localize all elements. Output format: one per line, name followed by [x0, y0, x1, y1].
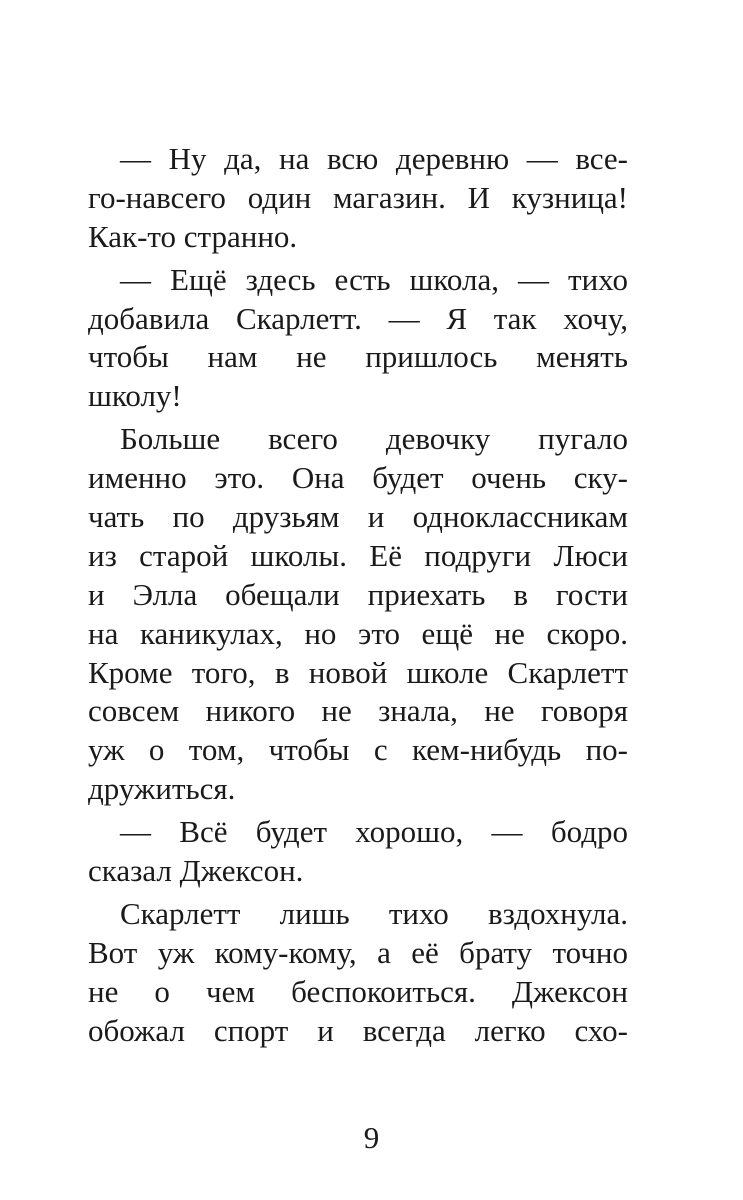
- text-line: Вот уж кому-кому, а её брату точно: [88, 934, 628, 970]
- paragraph: [88, 261, 628, 417]
- paragraph: [88, 895, 628, 1051]
- text-line: из старой школы. Её подруги Люси: [88, 537, 628, 573]
- text-line: Больше всего девочку пугало: [120, 421, 628, 457]
- text-line: — Всё будет хорошо, — бодро: [120, 814, 628, 850]
- paragraph: [88, 420, 628, 809]
- text-line: Как-то странно.: [88, 218, 298, 254]
- text-line: — Ещё здесь есть школа, — тихо: [120, 261, 628, 297]
- paragraph: [88, 813, 628, 891]
- text-line: Кроме того, в новой школе Скарлетт: [88, 654, 628, 690]
- text-line: — Ну да, на всю деревню — все-: [120, 141, 628, 176]
- text-line: не о чем беспокоиться. Джексон: [88, 973, 628, 1009]
- text-line: чать по друзьям и одноклассникам: [88, 499, 628, 535]
- text-line: уж о том, чтобы с кем-нибудь по-: [88, 732, 628, 768]
- text-line: Скарлетт лишь тихо вздохнула.: [120, 895, 628, 931]
- text-line: го-навсего один магазин. И кузница!: [88, 179, 628, 215]
- text-line: сказал Джексон.: [88, 853, 304, 889]
- page-number: 9: [363, 1120, 380, 1155]
- body-text: [88, 140, 628, 1054]
- text-line: обожал спорт и всегда легко схо-: [88, 1012, 628, 1048]
- text-line: школу!: [88, 378, 182, 414]
- text-line: дружиться.: [88, 771, 236, 807]
- text-line: именно это. Она будет очень ску-: [88, 460, 628, 496]
- text-line: на каникулах, но это ещё не скоро.: [88, 615, 628, 651]
- text-line: совсем никого не знала, не говоря: [88, 693, 628, 729]
- text-line: добавила Скарлетт. — Я так хочу,: [88, 300, 628, 336]
- text-line: чтобы нам не пришлось менять: [88, 339, 628, 375]
- paragraph: [88, 140, 628, 257]
- text-line: и Элла обещали приехать в гости: [88, 576, 628, 612]
